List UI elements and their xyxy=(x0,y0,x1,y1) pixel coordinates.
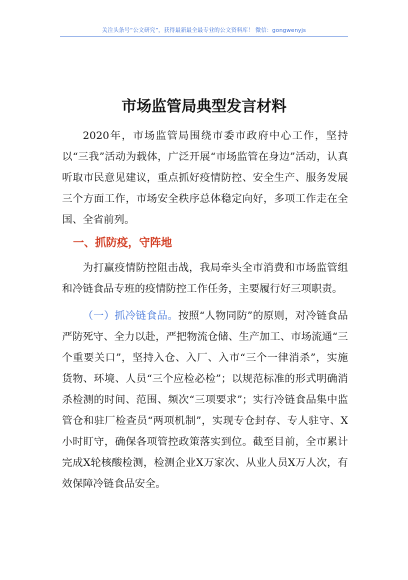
item-paragraph xyxy=(62,306,348,495)
document-title: 市场监管局典型发言材料 xyxy=(121,97,287,115)
section-paragraph: 为打赢疫情防控阻击战，我局牵头全市消费和市场监管组和冷链食品专班的疫情防控工作任务，主要履行好三项职责。 xyxy=(62,262,348,295)
promo-banner[interactable]: 关注头条号“公文研究”，获得最新最全最专业的公文资料库！ 微信：gongwenyjs xyxy=(102,28,306,34)
item-text: 按照“人物同防”的原则，对冷链食品严防死守、全力以赴，严把物流仓储、生产加工、市场流通“三个重要关口”，坚持入仓、入厂、入市“三个一律消杀”，实施货物、环境、人员“三个应检必检”；以规范标准的形式明确消杀检测的时间、范围、频次“三项要求”；实行冷链食品集中监管仓和驻厂检查员“两项机制”，实现专仓封存、专人驻守、X小时盯守，确保各项管控政策落实到位。截至目前，全市累计完成X轮核酸检测，检测企业X万家次、从业人员X万人次，有效保障冷链食品安全。 xyxy=(62,310,348,490)
header-divider xyxy=(60,36,348,37)
item-label: （一）抓冷链食品。 xyxy=(82,310,179,322)
section-heading: 一、抓防疫，守阵地 xyxy=(73,236,172,249)
intro-paragraph: 2020年，市场监管局围绕市委市政府中心工作，坚持以“三我”活动为载体，广泛开展“市场监管在身边”活动，认真听取市民意见建议，重点抓好疫情防控、安全生产、服务发展三个方面工作，市场安全秩序总体稳定向好，多项工作走在全国、全省前列。 xyxy=(62,130,348,226)
